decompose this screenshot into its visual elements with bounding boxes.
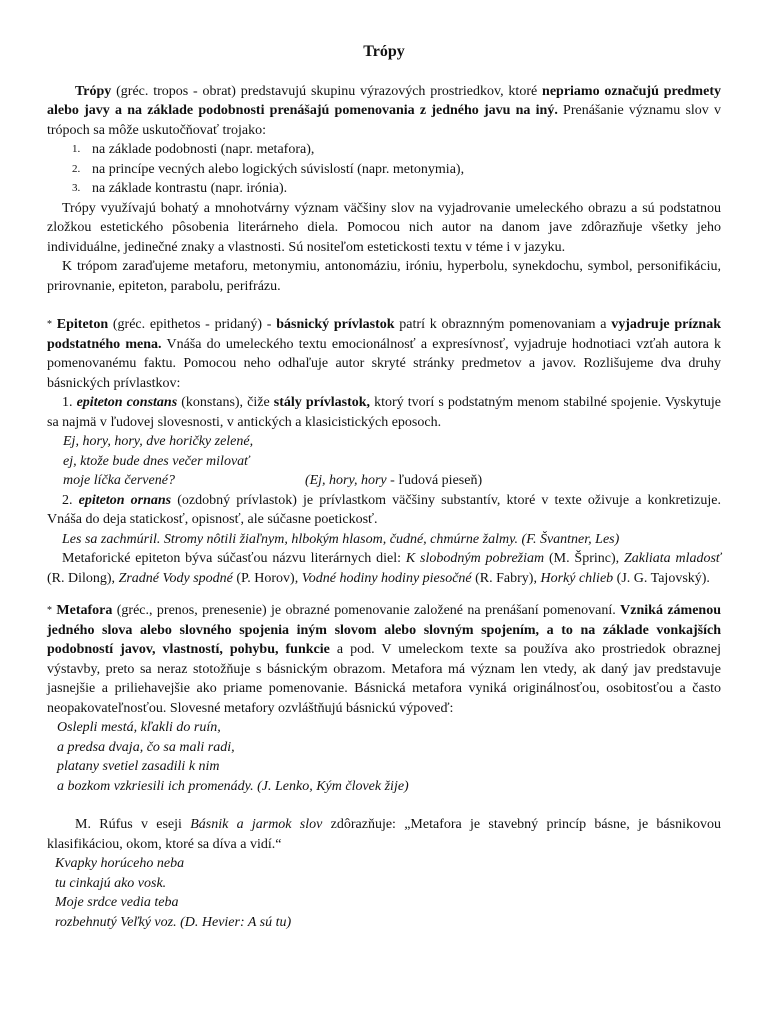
list-item: 3. na základe kontrastu (napr. irónia). [72, 181, 288, 196]
verse-line: Moje srdce vedia teba [55, 895, 179, 910]
example-quote: Les sa zachmúril. Stromy nôtili žiaľnym, hlbokým hlasom, čudné, chmúrne žalmy. (F. Švantner, Les) [62, 531, 620, 547]
heading-metafora: Metafora [56, 603, 113, 618]
list-item: 1. na základe podobnosti (napr. metafora), [72, 142, 315, 157]
bullet-star-icon: * [47, 319, 52, 330]
intro-paragraph: Trópy (gréc. tropos - obrat) predstavujú skupinu výrazových prostriedkov, ktoré nepriamo označujú predmety alebo javy a na základe podobnosti prenášajú pomenovania z jedného javu na iný. Prenášanie významu slov v trópoch sa môže uskutočňovať trojako: [47, 83, 721, 138]
definition-bold: nepriamo označujú predmety alebo javy a na základe podobnosti prenášajú pomenovania z jedného javu na iný. [47, 83, 721, 118]
verse-line: Oslepli mestá, kľakli do ruín, [57, 720, 221, 735]
intro-paragraph-3: K trópom zaraďujeme metaforu, metonymiu, antonomáziu, iróniu, hyperbolu, synekdochu, symbol, personifikáciu, prirovnanie, epiteton, parabolu, perifrázu. [47, 259, 721, 294]
verse-line: rozbehnutý Veľký voz. (D. Hevier: A sú tu) [55, 914, 292, 930]
verse-source: (Ej, hory, hory [304, 473, 387, 488]
verse-line: ej, ktože bude dnes večer milovať [63, 453, 250, 469]
list-item: 2. na princípe vecných alebo logických súvislostí (napr. metonymia), [72, 161, 465, 177]
document-page [47, 36, 721, 932]
epiteton-definition: * Epiteton (gréc. epithetos - pridaný) - básnický prívlastok patrí k obraznným pomenovaniam a vyjadruje príznak podstatného mena. Vnáša do umeleckého textu emocionálnosť a expresívnosť, vyjadruje hodnotiaci vzťah autora k pomenovanému faktu. Pomocou neho odhaľuje autor skryté stránky predmetov a javov. Rozlišujeme dva druhy básnických prívlastkov: [47, 317, 722, 391]
metafora-definition: * Metafora (gréc., prenos, prenesenie) je obrazné pomenovanie založené na prenášaní pomenovaní. Vzniká zámenou jedného slova alebo slovného spojenia iným slovom alebo slovným spojením, a to na základe vonkajších podobností javov, vlastností, pohybu, funkcie a pod. V umeleckom texte sa používa ako prostriedok obraznej výstavby, preto sa neraz stotožňuje s básnickým obrazom. Metafora má význam len vtedy, ak daný jav predstavuje jasnejšie a priliehavejšie ako priame pomenovanie. Básnická metafora vyniká originálnosťou, osobitosťou a často neopakovateľnosťou. Slovesné metafory ozvláštňujú básnickú výpoveď: [47, 603, 721, 716]
verse-line: moje líčka červené? (Ej, hory, hory - ľudová pieseň) [63, 473, 483, 488]
heading-epiteton: Epiteton [56, 317, 109, 332]
verse-line: platany svetiel zasadili k nim [57, 759, 220, 774]
epiteton-titles: Metaforické epiteton býva súčasťou názvu literárnych diel: K slobodným pobrežiam (M. Šprinc), Zakliata mladosť (R. Dilong), Zradné Vody spodné (P. Horov), Vodné hodiny hodiny piesočné (R. Fabry), Horký chlieb (J. G. Tajovský). [47, 551, 722, 586]
intro-paragraph-2: Trópy využívajú bohatý a mnohotvárny význam väčšiny slov na vyjadrovanie umeleckého obrazu a sú podstatnou zložkou estetického pôsobenia literárneho diela. Pomocou nich autor na danom jave zdôrazňuje všetky jeho individuálne, jedinečné znaky a vlastnosti. Sú nositeľom estetickosti textu v téme i v jazyku. [47, 200, 721, 255]
verse-line: a bozkom vzkriesili ich promenády. (J. Lenko, Kým človek žije) [57, 778, 409, 794]
verse-line: a predsa dvaja, čo sa mali radi, [57, 739, 235, 755]
epiteton-ornans: 2. epiteton ornans (ozdobný prívlastok) je prívlastkom väčšiny substantív, ktoré v texte oživuje a konkretizuje. Vnáša do deja statickosť, opisnosť, ale súčasne poetickosť. [47, 492, 721, 527]
verse-line: Ej, hory, hory, dve horičky zelené, [63, 434, 254, 449]
tropes-list [47, 140, 721, 199]
page-title: Trópy [363, 43, 405, 60]
rufus-paragraph: M. Rúfus v eseji Básnik a jarmok slov zdôrazňuje: „Metafora je stavebný princíp básne, je básnikovou klasifikáciou, okom, ktoré sa díva a vidí.“ [47, 817, 721, 852]
verse-line: tu cinkajú ako vosk. [55, 875, 167, 891]
epiteton-constans: 1. epiteton constans (konstans), čiže stály prívlastok, ktorý tvorí s podstatným menom stabilné spojenie. Vyskytuje sa najmä v ľudovej slovesnosti, v antických a klasicistických eposoch. [47, 395, 721, 430]
verse-line: Kvapky horúceho neba [55, 856, 185, 871]
term-tropy: Trópy [75, 83, 112, 99]
bullet-star-icon: * [47, 605, 52, 616]
